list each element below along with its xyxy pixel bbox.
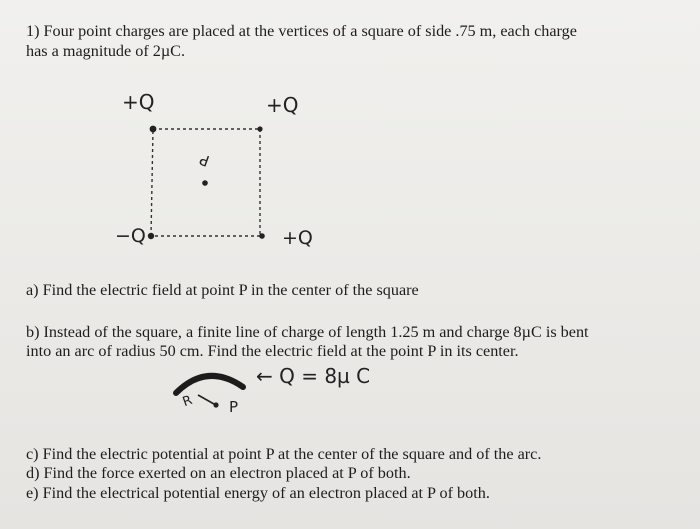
part-b-line-1: b) Instead of the square, a finite line of charge of length 1.25 m and charge 8µC is bent [26, 323, 589, 341]
charged-arc [176, 376, 243, 393]
label-bottom-right-charge: +Q [282, 227, 313, 249]
part-b-line-2: into an arc of radius 50 cm. Find the electric field at the point P in its center. [26, 342, 519, 360]
arc-charge-note: ← Q = 8µ C [256, 364, 371, 388]
radius-line [198, 395, 214, 404]
part-d: d) Find the force exerted on an electron placed at P of both. [26, 464, 411, 482]
label-center-point: P [197, 149, 212, 171]
arc-center-point-dot [213, 402, 218, 407]
label-bottom-left-charge: −Q [115, 225, 146, 247]
label-top-right-charge: +Q [266, 93, 299, 117]
problem-line-1: 1) Four point charges are placed at the vertices of a square of side .75 m, each charge [26, 22, 577, 40]
part-e: e) Find the electrical potential energy of an electron placed at P of both. [26, 484, 490, 502]
label-top-left-charge: +Q [122, 90, 155, 114]
arc-point-label: P [229, 398, 239, 416]
part-a: a) Find the electric field at point P in the center of the square [26, 281, 419, 299]
part-c: c) Find the electric potential at point P at the center of the square and of the arc. [26, 445, 542, 463]
problem-line-2: has a magnitude of 2µC. [26, 42, 186, 60]
arc-radius-label: R [180, 392, 195, 411]
